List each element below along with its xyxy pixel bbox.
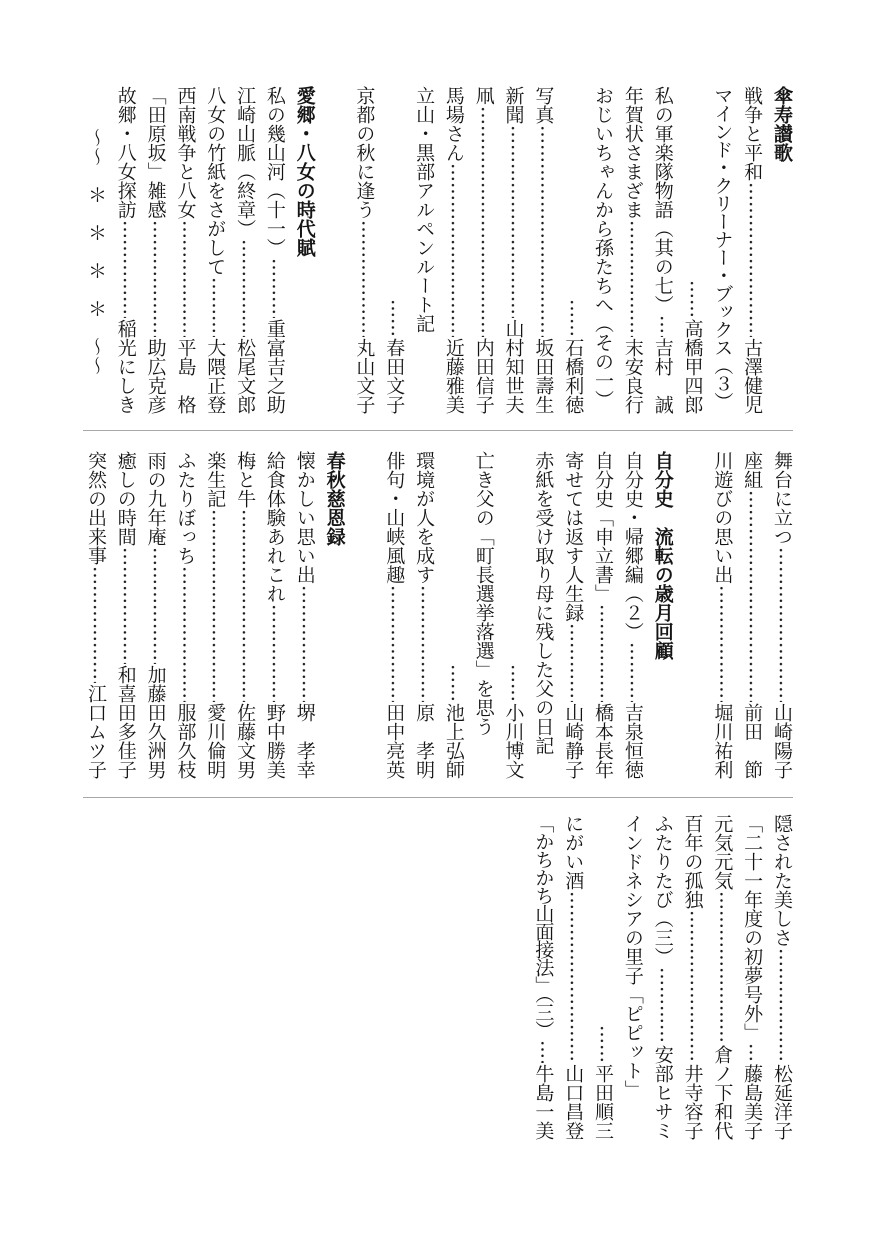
toc-entry [408,451,438,779]
dot-leader [736,1043,766,1063]
toc-entry [259,86,289,414]
dot-leader [647,315,677,337]
entry-author: 山村知世夫 [502,319,525,414]
toc-entry [557,814,587,1140]
dot-leader [677,910,707,1063]
entry-title: 赤紙を受け取り母に残した父の日記 [532,451,555,755]
toc-entry [170,86,200,414]
entry-author: 山崎静子 [562,703,585,779]
toc-entry [170,451,200,779]
toc-entry [647,86,677,414]
dot-leader [557,891,587,1063]
entry-author: 山崎陽子 [771,703,793,779]
entry-author: 加藤田久洲男 [144,665,167,779]
dot-leader [80,566,110,683]
section-heading: 傘寿讃歌 [771,86,793,162]
entry-title: 戦争と平和 [741,86,764,181]
section-heading: 自分史 流転の歳月回顧 [651,451,674,660]
entry-author: 牛島一美 [532,1064,555,1140]
toc-entry-title-line [587,86,617,414]
entry-author: 倉ノ下和代 [711,1045,734,1140]
dot-leader [587,1025,617,1063]
entry-title: 懐かしい思い出 [293,451,316,584]
entry-author: 助広克彦 [144,338,167,414]
toc-entry [766,814,796,1140]
entry-title: 写真 [532,86,555,124]
dot-leader [229,509,259,702]
dot-leader [408,585,438,702]
entry-title: 雨の九年庵 [144,451,167,546]
entry-author: 吉泉恒徳 [621,703,644,779]
entry-author: 石橋利徳 [562,338,585,414]
entry-title: 環境が人を成す [413,451,436,584]
dot-leader [707,891,737,1044]
entry-title: 自分史「申立書」 [592,451,615,603]
entry-title: おじいちゃんから孫たちへ（その一） [592,86,615,409]
toc-entry [528,86,558,414]
entry-author: 末安良行 [621,338,644,414]
entry-title: 新聞 [502,86,525,124]
section-heading-line [647,451,677,779]
toc-entry [110,451,140,779]
toc-entry [736,86,766,414]
entry-title: 舞台に立つ [771,451,793,546]
entry-author: 平島 格 [174,338,197,414]
toc-entry [736,814,766,1140]
entry-author: 重富吉之助 [263,319,286,414]
toc-entry-title-line [528,451,558,779]
entry-author: 田中亮英 [383,703,406,779]
entry-author: 春田文子 [383,338,406,414]
toc-entry [498,86,528,414]
dot-leader [587,604,617,702]
toc-entry [766,451,796,779]
entry-author: 和喜田多佳子 [114,665,137,779]
entry-title: 京都の秋に逢う [353,86,376,219]
toc-entry [617,86,647,414]
toc-tier-3 [528,814,796,1140]
entry-title: マインド・クリーナー・ブックス（３） [711,86,734,410]
entry-title: 年賀状さまざま [621,86,644,219]
toc-entry [199,451,229,779]
toc-entry-author-line [557,86,587,414]
entry-author: 古澤健児 [741,338,764,414]
entry-author: 前田 節 [741,703,764,779]
entry-title: インドネシアの里子「ピピット」 [621,814,644,1099]
entry-author: 高橋甲四郎 [681,319,704,414]
entry-title: 私の軍楽隊物語（其の七） [651,86,674,314]
toc-entry [557,451,587,779]
toc-entry [468,86,498,414]
toc-entry [378,451,408,779]
entry-author: 江口ムツ子 [84,684,107,779]
dot-leader [677,280,707,318]
column-gap [677,451,707,779]
toc-entry [229,451,259,779]
entry-title: にがい酒 [562,814,585,890]
toc-entry [647,814,677,1140]
dot-leader [736,182,766,337]
entry-title: 「二十一年度の初夢号外」 [741,814,764,1042]
dot-leader [528,1040,558,1064]
dot-leader [140,547,170,664]
toc-entry [707,451,737,779]
entry-author: 稲光にしき [114,319,137,414]
dot-leader [498,125,528,318]
dot-leader [438,163,468,337]
dot-leader [378,585,408,702]
toc-entry [259,451,289,779]
entry-title: 自分史・帰郷編（２） [621,451,644,641]
entry-author: 安部ヒサミ [651,1045,674,1140]
toc-entry [438,86,468,414]
toc-entry [587,451,617,779]
entry-title: 給食体験あれこれ [263,451,286,603]
entry-title: 西南戦争と八女 [174,86,197,219]
dot-leader [766,547,796,702]
dot-leader [736,490,766,702]
section-ornament: 〜〜 ＊ ＊ ＊ ＊ 〜〜 [84,128,107,375]
section-heading: 春秋慈恩録 [323,451,346,546]
toc-entry [140,451,170,779]
toc-entry [736,451,766,779]
entry-title: 隠された美しさ [771,814,793,947]
dot-leader [259,258,289,318]
toc-entry-title-line [468,451,498,779]
entry-title: 凧 [472,86,495,105]
entry-author: 野中勝美 [263,703,286,779]
dot-leader [349,220,379,337]
toc-entry [528,814,558,1140]
dot-leader [617,220,647,337]
entry-author: 佐藤文男 [234,703,257,779]
entry-title: 癒しの時間 [114,451,137,546]
dot-leader [707,585,737,702]
entry-author: 松延洋子 [771,1064,793,1140]
dot-leader [199,277,229,337]
section-heading: 愛郷・八女の時代賦 [293,86,316,257]
entry-author: 丸山文子 [353,338,376,414]
entry-title: 八女の竹紙をさがして [204,86,227,276]
entry-title: 川遊びの思い出 [711,451,734,584]
entry-author: 山口昌登 [562,1064,585,1140]
dot-leader [170,220,200,337]
entry-author: 松尾文郎 [234,338,257,414]
column-gap [349,451,379,779]
entry-author: 原 孝明 [413,703,436,779]
entry-title: 百年の孤独 [681,814,704,909]
entry-author: 坂田壽生 [532,338,555,414]
entry-title: 故郷・八女探訪 [114,86,137,219]
entry-author: 服部久枝 [174,703,197,779]
dot-leader [617,642,647,702]
tier-divider [83,797,793,798]
toc-entry-title-line [617,814,647,1140]
entry-author: 橋本長年 [592,703,615,779]
entry-author: 内田信子 [472,338,495,414]
toc-entry-author-line [587,814,617,1140]
dot-leader [259,604,289,702]
dot-leader [468,106,498,337]
entry-title: 立山・黒部アルペンルート記 [413,86,436,333]
toc-entry [229,86,259,414]
dot-leader [289,585,319,702]
dot-leader [110,220,140,318]
entry-title: 江崎山脈（終章） [234,86,257,238]
entry-title: 俳句・山峡風趣 [383,451,406,584]
toc-entry [140,86,170,414]
toc-tier-1 [80,86,796,414]
entry-title: 私の幾山河（十一） [263,86,286,257]
tier-divider [83,430,793,431]
dot-leader [498,664,528,702]
toc-entry-title-line [707,86,737,414]
toc-entry [707,814,737,1140]
toc-entry [289,451,319,779]
entry-title: 「田原坂」雑感 [144,86,167,219]
toc-entry [349,86,379,414]
entry-title: 「かちかち山面接法」（三） [532,814,555,1039]
toc-entry-author-line [438,451,468,779]
entry-author: 小川博文 [502,703,525,779]
dot-leader [557,299,587,337]
dot-leader [110,547,140,664]
toc-entry-title-line [408,86,438,414]
entry-author: 平田順三 [592,1064,615,1140]
dot-leader [766,948,796,1063]
toc-entry [199,86,229,414]
entry-author: 吉村 誠 [651,338,674,414]
dot-leader [140,220,170,337]
toc-entry [80,451,110,779]
entry-title: 馬場さん [442,86,465,162]
entry-title: ふたりたび（三） [651,814,674,966]
entry-title: 亡き父の「町長選挙落選」を思う [472,451,495,736]
entry-title: 突然の出来事 [84,451,107,565]
entry-author: 藤島美子 [741,1064,764,1140]
section-heading-line [289,86,319,414]
entry-author: 近藤雅美 [442,338,465,414]
entry-title: 寄せては返す人生録 [562,451,585,622]
entry-title: ふたりぼっち [174,451,197,565]
entry-author: 大隈正登 [204,338,227,414]
toc-entry-author-line [498,451,528,779]
dot-leader [229,239,259,337]
toc-tier-2 [80,451,796,779]
section-heading-line [319,451,349,779]
entry-title: 梅と牛 [234,451,257,508]
dot-leader [647,967,677,1044]
entry-author: 池上弘師 [442,703,465,779]
entry-title: 座組 [741,451,764,489]
dot-leader [170,566,200,702]
entry-author: 堀川祐利 [711,703,734,779]
dot-leader [557,623,587,702]
dot-leader [438,664,468,702]
section-ornament-line [80,86,110,414]
toc-entry [617,451,647,779]
dot-leader [199,509,229,702]
toc-entry-author-line [378,86,408,414]
toc-entry-author-line [677,86,707,414]
toc-entry [110,86,140,414]
entry-title: 楽生記 [204,451,227,508]
dot-leader [378,299,408,337]
column-gap [319,86,349,414]
toc-entry [677,814,707,1140]
entry-author: 愛川倫明 [204,703,227,779]
entry-author: 井寺容子 [681,1064,704,1140]
section-heading-line [766,86,796,414]
dot-leader [528,125,558,337]
entry-title: 元気元気 [711,814,734,890]
entry-author: 堺 孝幸 [293,703,316,779]
